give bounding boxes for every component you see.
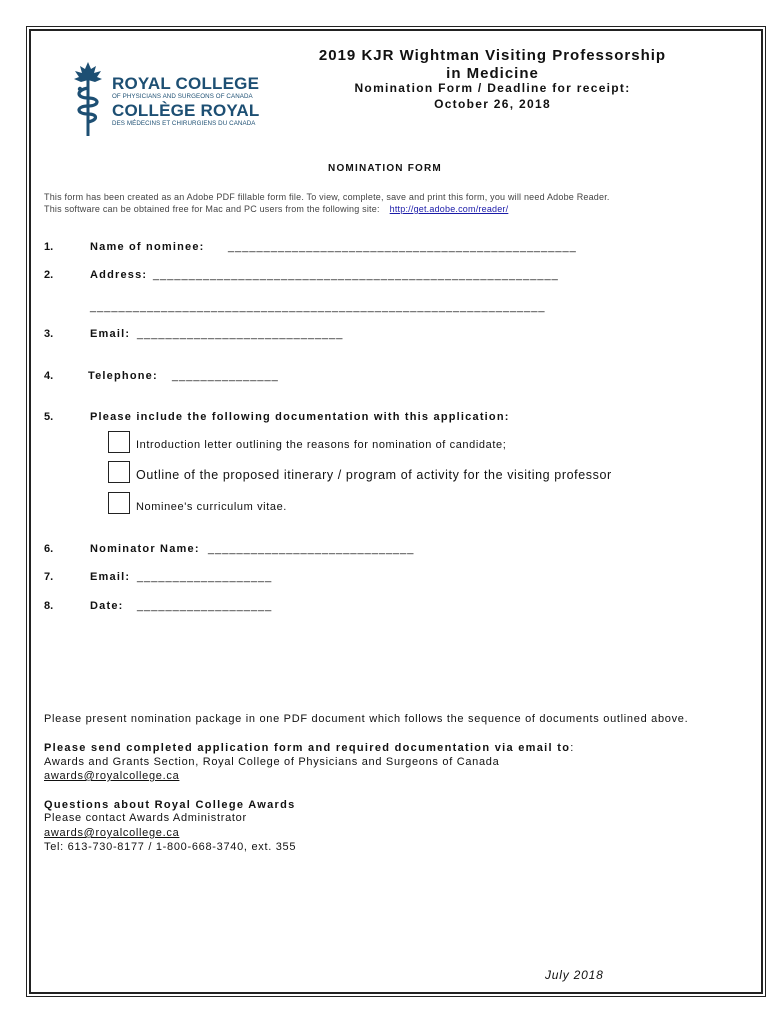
page-subtitle <box>300 80 685 112</box>
nominator-name-field[interactable]: _____________________________ <box>208 543 415 555</box>
nominator-email-field[interactable]: ___________________ <box>137 571 273 583</box>
revision-date: July 2018 <box>545 968 604 982</box>
logo-line-physicians: OF PHYSICIANS AND SURGEONS OF CANADA <box>112 93 253 100</box>
checkbox-intro-letter-label: Introduction letter outlining the reasons for nomination of candidate; <box>136 439 507 451</box>
title-line-2: in Medicine <box>446 65 539 82</box>
checkbox-itinerary-label: Outline of the proposed itinerary / program of activity for the visiting professor <box>136 468 612 482</box>
subtitle-line-2: October 26, 2018 <box>434 97 551 111</box>
field-number-4: 4. <box>44 370 54 382</box>
awards-email-link-2[interactable]: awards@royalcollege.ca <box>44 827 180 839</box>
logo-line-medecins: DES MÉDECINS ET CHIRURGIENS DU CANADA <box>112 120 256 127</box>
nominator-email-label: Email: <box>90 571 131 583</box>
send-heading-colon: : <box>570 742 574 754</box>
contact-line: Please contact Awards Administrator <box>44 812 247 824</box>
questions-heading: Questions about Royal College Awards <box>44 799 296 811</box>
field-number-5: 5. <box>44 411 54 423</box>
nominee-email-field[interactable]: _____________________________ <box>137 328 344 340</box>
nominee-name-field[interactable]: _________________________________________________ <box>228 241 577 253</box>
caduceus-maple-leaf-icon <box>68 60 108 138</box>
checkbox-intro-letter[interactable] <box>108 431 130 453</box>
intro-text <box>44 191 610 215</box>
field-number-7: 7. <box>44 571 54 583</box>
documentation-label: Please include the following documentation with this application: <box>90 411 510 423</box>
date-field[interactable]: ___________________ <box>137 600 273 612</box>
date-label: Date: <box>90 600 124 612</box>
adobe-reader-link[interactable]: http://get.adobe.com/reader/ <box>389 204 509 214</box>
page-title <box>300 47 685 83</box>
address-label: Address: <box>90 269 148 281</box>
checkbox-cv[interactable] <box>108 492 130 514</box>
awards-email-link-1[interactable]: awards@royalcollege.ca <box>44 770 180 782</box>
logo-line-college-royal: COLLÈGE ROYAL <box>112 101 260 120</box>
send-line: Awards and Grants Section, Royal College of Physicians and Surgeons of Canada <box>44 756 500 768</box>
form-heading: NOMINATION FORM <box>328 163 442 174</box>
subtitle-line-1: Nomination Form / Deadline for receipt: <box>354 81 631 95</box>
address-field-line-2[interactable]: ________________________________________________________________ <box>90 301 546 313</box>
intro-line-1: This form has been created as an Adobe PDF fillable form file. To view, complete, save and print this form, you will need Adobe Reader. <box>44 192 610 202</box>
checkbox-itinerary[interactable] <box>108 461 130 483</box>
nominee-name-label: Name of nominee: <box>90 241 205 253</box>
field-number-6: 6. <box>44 543 54 555</box>
field-number-8: 8. <box>44 600 54 612</box>
logo-line-royal-college: ROYAL COLLEGE <box>112 74 260 93</box>
field-number-3: 3. <box>44 328 54 340</box>
send-heading-text: Please send completed application form and required documentation via email to <box>44 742 571 754</box>
title-line-1: 2019 KJR Wightman Visiting Professorship <box>318 47 667 64</box>
telephone-field[interactable]: _______________ <box>172 370 279 382</box>
field-number-2: 2. <box>44 269 54 281</box>
field-number-1: 1. <box>44 241 54 253</box>
telephone-line: Tel: 613-730-8177 / 1-800-668-3740, ext. 355 <box>44 841 297 853</box>
telephone-label: Telephone: <box>88 370 158 382</box>
address-field-line-1[interactable]: _________________________________________________________ <box>153 269 559 281</box>
intro-line-2 <box>44 203 610 215</box>
royal-college-logo <box>68 60 268 140</box>
intro-line-2-text: This software can be obtained free for Mac and PC users from the following site: <box>44 204 380 214</box>
send-heading <box>44 741 574 755</box>
nominee-email-label: Email: <box>90 328 131 340</box>
checkbox-cv-label: Nominee's curriculum vitae. <box>136 501 287 513</box>
present-instructions: Please present nomination package in one PDF document which follows the sequence of documents outlined above. <box>44 713 689 725</box>
nominator-name-label: Nominator Name: <box>90 543 200 555</box>
